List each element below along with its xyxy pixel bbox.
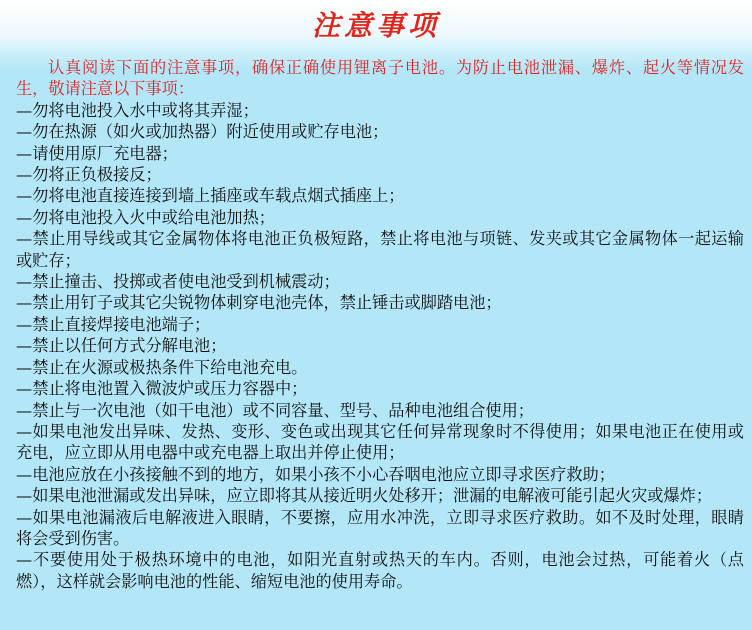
precaution-item: —禁止用导线或其它金属物体将电池正负极短路，禁止将电池与项链、发夹或其它金属物体一起运输或贮存； [16, 229, 744, 270]
precaution-item: —禁止以任何方式分解电池； [16, 336, 227, 356]
precaution-item: —如果电池泄漏或发出异味，应立即将其从接近明火处移开；泄漏的电解液可能引起火灾或爆炸； [16, 486, 713, 506]
precaution-item: —勿将电池投入水中或将其弄湿； [16, 100, 259, 120]
precaution-item: —勿在热源（如火或加热器）附近使用或贮存电池； [16, 122, 389, 142]
precaution-item: —如果电池发出异味、发热、变形、变色或出现其它任何异常现象时不得使用；如果电池正在使用或充电，应立即从用电器中或充电器上取出并停止使用； [16, 421, 744, 463]
intro-paragraph: 认真阅读下面的注意事项，确保正确使用锂离子电池。为防止电池泄漏、爆炸、起火等情况发生，敬请注意以下事项： [16, 58, 744, 99]
precaution-item: —勿将电池投入火中或给电池加热； [16, 207, 275, 227]
notice-content [16, 57, 744, 627]
precaution-list [16, 100, 744, 592]
precaution-item: —不要使用处于极热环境中的电池，如阳光直射或热天的车内。否则，电池会过热，可能着火（点燃），这样就会影响电池的性能、缩短电池的使用寿命。 [16, 550, 744, 591]
precaution-item: —禁止用钉子或其它尖锐物体刺穿电池壳体，禁止锤击或脚踏电池； [16, 293, 502, 313]
precaution-item: —电池应放在小孩接触不到的地方，如果小孩不小心吞咽电池应立即寻求医疗救助； [16, 464, 615, 484]
precaution-item: —禁止与一次电池（如干电池）或不同容量、型号、品种电池组合使用； [16, 400, 534, 420]
title-banner [0, 0, 752, 56]
precaution-item: —禁止直接焊接电池端子； [16, 314, 211, 334]
precaution-item: —禁止将电池置入微波炉或压力容器中； [16, 379, 308, 399]
page-title: 注意事项 [311, 9, 440, 42]
precaution-item: —请使用原厂充电器； [16, 143, 178, 163]
precaution-item: —勿将电池直接连接到墙上插座或车载点烟式插座上； [16, 186, 405, 206]
precaution-item: —如果电池漏液后电解液进入眼睛，不要擦，应用水冲洗，立即寻求医疗救助。如不及时处理，眼睛将会受到伤害。 [16, 507, 744, 548]
precaution-item: —禁止撞击、投掷或者使电池受到机械震动； [16, 272, 340, 292]
precaution-item: —禁止在火源或极热条件下给电池充电。 [16, 357, 308, 377]
precaution-item: —勿将正负极接反； [16, 165, 162, 185]
